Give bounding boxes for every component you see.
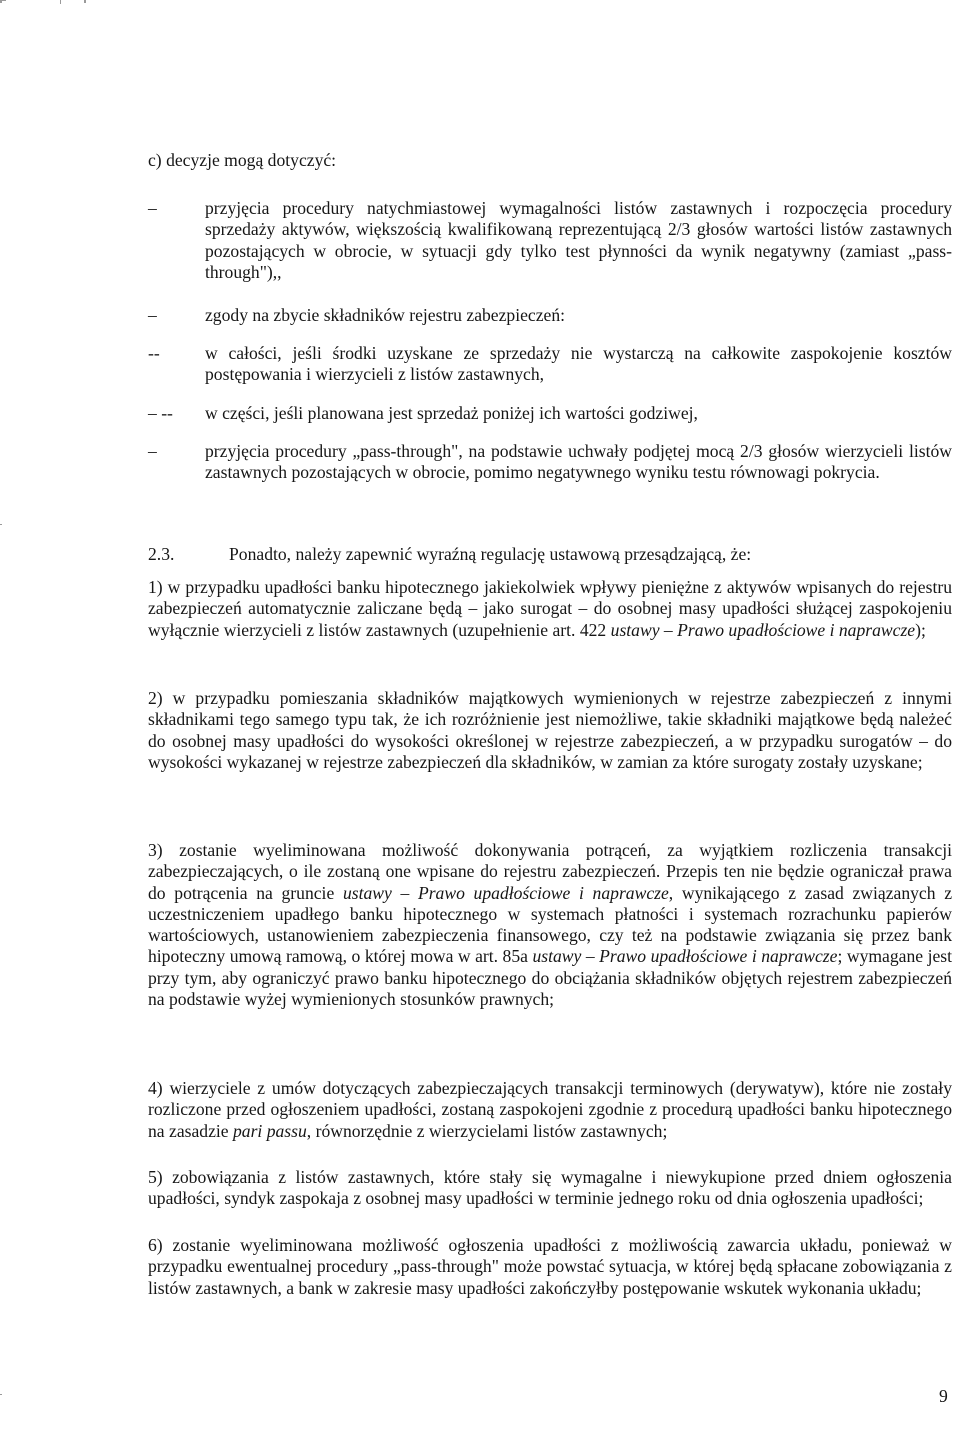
list-item-text: zgody na zbycie składników rejestru zabezpieczeń: xyxy=(205,305,566,325)
paragraph-text: 3) zostanie wyeliminowana możliwość dokonywania potrąceń, za wyjątkiem rozliczenia transakcji zabezpieczających, o ile zostaną one wpisane do rejestru zabezpieczeń. Przepis ten nie będzie ograniczał prawa do potrącenia na gruncie xyxy=(148,840,952,903)
list-item-text: przyjęcia procedury natychmiastowej wymagalności listów zastawnych i rozpoczęcia procedury sprzedaży aktywów, większością kwalifikowaną reprezentującą 2/3 głosów wartości listów zastawnych pozostających w obrocie, w sytuacji gdy tylko test płynności da wynik negatywny (zamiast „pass-through"),, xyxy=(205,198,952,282)
section-intro: Ponadto, należy zapewnić wyraźną regulację ustawową przesądzającą, że: xyxy=(229,544,752,564)
numbered-paragraph: 5) zobowiązania z listów zastawnych, które stały się wymagalne i niewykupione przed dniem ogłoszenia upadłości, syndyk zaspokaja z osobnej masy upadłości w terminie jednego roku od dnia ogłoszenia upadłości; xyxy=(148,1167,952,1209)
dash-marker: – xyxy=(148,441,157,461)
paragraph-text: 4) wierzyciele z umów dotyczących zabezpieczających transakcji terminowych (derywatyw), które nie zostały rozliczone przed ogłoszeniem upadłości, zostaną zaspokojeni zgodnie z procedurą upadłości banku hipotecznego na zasadzie xyxy=(148,1078,952,1141)
statute-reference: ustawy – Prawo upadłościowe i naprawcze xyxy=(342,882,669,903)
list-item-text: przyjęcia procedury „pass-through", na podstawie uchwały podjętej mocą 2/3 głosów wierzycieli listów zastawnych pozostających w obrocie, pomimo negatywnego wyniku testu równowagi pokrycia. xyxy=(205,441,952,483)
paragraph-text: ); xyxy=(915,619,926,640)
section-number: 2.3. xyxy=(148,544,175,564)
list-item xyxy=(148,441,952,484)
paragraph-text: , wynikającego z zasad związanych z uczestniczeniem upadłego banku hipotecznego w systemach płatności i systemach rozrachunku papierów wartościowych, ustanowieniem zabezpieczenia finansowego, czy też na podstawie związania się przez bank hipoteczny umową ramową, o której mowa w art. 85a xyxy=(148,882,953,967)
scan-mark xyxy=(0,524,2,525)
numbered-paragraph xyxy=(148,577,952,641)
list-item-text: w części, jeśli planowana jest sprzedaż poniżej ich wartości godziwej, xyxy=(205,403,698,423)
numbered-paragraph: 2) w przypadku pomieszania składników majątkowych wymienionych w rejestrze zabezpieczeń z innymi składnikami tego samego typu tak, że ich rozróżnienie jest niemożliwe, takie składniki majątkowe będą należeć do osobnej masy upadłości do wysokości określonej w rejestrze zabezpieczeń, a w przypadku surogatów – do wysokości wykazanej w rejestrze zabezpieczeń dla składników, w zamian za które surogaty zostały uzyskane; xyxy=(148,688,952,772)
dash-marker: – xyxy=(148,305,157,325)
numbered-paragraph xyxy=(148,840,952,1010)
dash-marker: – xyxy=(148,198,157,218)
section-heading xyxy=(148,544,952,565)
dash-marker: – -- xyxy=(148,403,173,423)
scan-mark xyxy=(0,0,6,1)
paragraph-text: , równorzędnie z wierzycielami listów zastawnych; xyxy=(306,1120,668,1141)
list-item-text: w całości, jeśli środki uzyskane ze sprzedaży nie wystarczą na całkowite zaspokojenie kosztów postępowania i wierzycieli z listów zastawnych, xyxy=(205,343,952,385)
scan-mark xyxy=(84,0,86,3)
dash-marker: -- xyxy=(148,343,160,363)
latin-phrase: pari passu xyxy=(232,1120,307,1141)
page-number: 9 xyxy=(939,1386,948,1406)
statute-reference: ustawy – Prawo upadłościowe i naprawcze xyxy=(610,619,916,640)
list-item xyxy=(148,403,952,424)
list-item xyxy=(148,305,952,326)
paragraph-text: ; wymagane jest przy tym, aby ograniczyć prawo banku hipotecznego do obciążania składników objętych rejestrem zabezpieczeń na podstawie wyżej wymienionych stosunków prawnych; xyxy=(148,946,953,1010)
statute-reference: ustawy – Prawo upadłościowe i naprawcze xyxy=(532,946,838,967)
scan-mark xyxy=(60,0,61,4)
paragraph-text: 1) w przypadku upadłości banku hipotecznego jakiekolwiek wpływy pieniężne z aktywów wpisanych do rejestru zabezpieczeń automatycznie zaliczane będą – jako surogat – do osobnej masy upadłości służącej zaspokojeniu wyłącznie wierzycieli z listów zastawnych (uzupełnienie art. 422 xyxy=(148,577,952,640)
numbered-paragraph xyxy=(148,1078,952,1142)
list-item xyxy=(148,343,952,386)
scan-mark xyxy=(0,1394,2,1395)
numbered-paragraph: 6) zostanie wyeliminowana możliwość ogłoszenia upadłości z możliwością zawarcia układu, ponieważ w przypadku ewentualnej procedury „pass-through" może powstać sytuacja, w której będą spłacane zobowiązania z listów zastawnych, a bank w zakresie masy upadłości zakończyłby postępowanie wskutek wykonania układu; xyxy=(148,1235,952,1298)
list-item xyxy=(148,198,952,283)
list-heading-c: c) decyzje mogą dotyczyć: xyxy=(148,150,337,170)
